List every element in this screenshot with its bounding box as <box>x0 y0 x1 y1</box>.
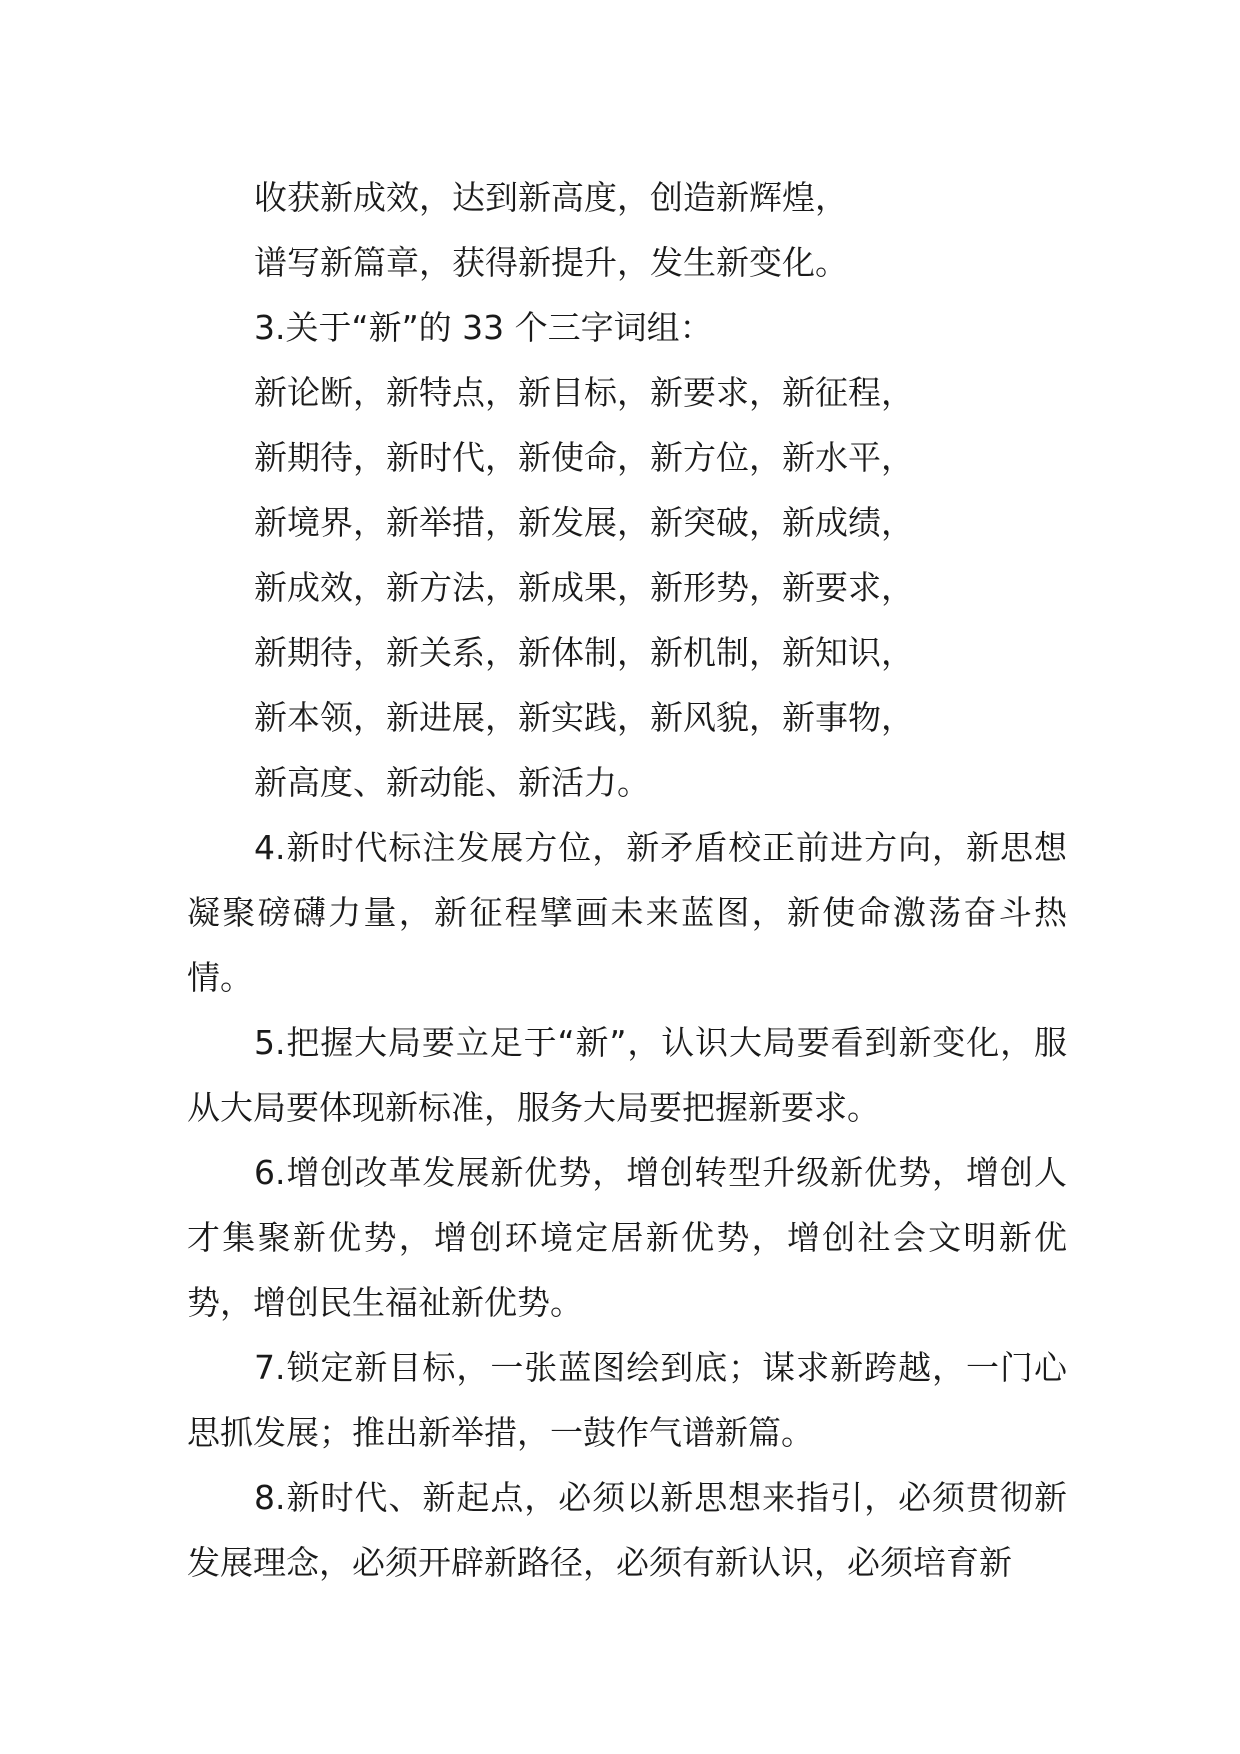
word-list-line: 新期待，新关系，新体制，新机制，新知识， <box>254 633 914 672</box>
text-line: 谱写新篇章，获得新提升，发生新变化。 <box>254 243 848 282</box>
paragraph-4: 4.新时代标注发展方位，新矛盾校正前进方向，新思想凝聚磅礴力量，新征程擘画未来蓝图，新使命激荡奋斗热情。 <box>187 828 1067 997</box>
paragraph-6: 6.增创改革发展新优势，增创转型升级新优势，增创人才集聚新优势，增创环境定居新优势，增创社会文明新优势，增创民生福祉新优势。 <box>187 1153 1067 1322</box>
paragraph-7: 7.锁定新目标，一张蓝图绘到底；谋求新跨越，一门心思抓发展；推出新举措，一鼓作气谱新篇。 <box>187 1348 1067 1452</box>
document-body <box>187 165 1067 1595</box>
section-heading: 3.关于“新”的 33 个三字词组： <box>254 308 713 347</box>
word-list-line: 新论断，新特点，新目标，新要求，新征程， <box>254 373 914 412</box>
word-list-line: 新高度、新动能、新活力。 <box>254 763 650 802</box>
word-list-line: 新成效，新方法，新成果，新形势，新要求， <box>254 568 914 607</box>
paragraph-8: 8.新时代、新起点，必须以新思想来指引，必须贯彻新发展理念，必须开辟新路径，必须有新认识，必须培育新 <box>187 1478 1067 1582</box>
word-list-line: 新本领，新进展，新实践，新风貌，新事物， <box>254 698 914 737</box>
text-line: 收获新成效，达到新高度，创造新辉煌， <box>254 178 848 217</box>
word-list-line: 新境界，新举措，新发展，新突破，新成绩， <box>254 503 914 542</box>
word-list-line: 新期待，新时代，新使命，新方位，新水平， <box>254 438 914 477</box>
paragraph-5: 5.把握大局要立足于“新”，认识大局要看到新变化，服从大局要体现新标准，服务大局要把握新要求。 <box>187 1023 1067 1127</box>
